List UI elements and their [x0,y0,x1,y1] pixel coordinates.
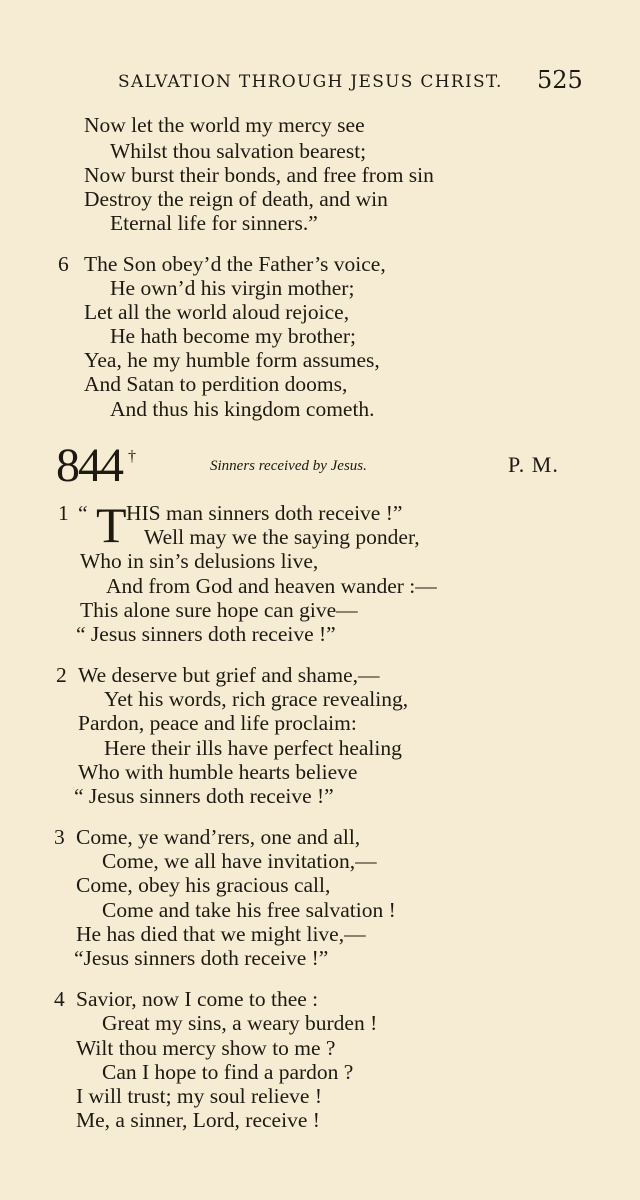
verse-line: HIS man sinners doth receive !” [126,501,403,525]
verse-line: Let all the world aloud rejoice, [84,300,350,324]
drop-cap: T [96,497,127,553]
verse-line: Savior, now I come to thee : [76,987,319,1011]
verse-line: And from God and heaven wander :— [106,574,437,598]
verse-line: Destroy the reign of death, and win [84,187,388,211]
stanza-number: 6 [58,252,69,276]
verse-line: And Satan to perdition dooms, [84,372,348,396]
verse-line: Pardon, peace and life proclaim: [78,711,357,735]
verse-line: Now let the world my mercy see [84,113,365,137]
verse-line: Eternal life for sinners.” [110,211,318,235]
verse-line: “ Jesus sinners doth receive !” [76,622,336,646]
stanza-number: 1 [58,501,69,525]
verse-line: He own’d his virgin mother; [110,276,355,300]
hymn-number: 844 [56,439,122,492]
verse-line: Yet his words, rich grace revealing, [104,687,409,711]
verse-line: “Jesus sinners doth receive !” [74,946,329,970]
verse-line: Can I hope to find a pardon ? [102,1060,354,1084]
verse-line: Great my sins, a weary burden ! [102,1011,378,1035]
verse-line: This alone sure hope can give— [80,598,358,622]
page-number: 525 [537,66,583,94]
verse-line: And thus his kingdom cometh. [110,397,375,421]
verse-line: Who in sin’s delusions live, [80,549,319,573]
verse-line: He hath become my brother; [110,324,356,348]
verse-line: Wilt thou mercy show to me ? [76,1036,336,1060]
open-quote: “ [78,501,88,525]
verse-line: We deserve but grief and shame,— [78,663,380,687]
stanza-number: 3 [54,825,65,849]
hymn-meter: P. M. [508,452,559,477]
stanza-number: 2 [56,663,67,687]
verse-line: Come and take his free salvation ! [102,898,396,922]
verse-line: Yea, he my humble form assumes, [84,348,380,372]
verse-line: Come, we all have invitation,— [102,849,377,873]
verse-line: Whilst thou salvation bearest; [110,139,367,163]
verse-line: Now burst their bonds, and free from sin [84,163,434,187]
verse-line: “ Jesus sinners doth receive !” [74,784,334,808]
verse-line: Come, obey his gracious call, [76,873,331,897]
stanza-number: 4 [54,987,65,1011]
verse-line: Who with humble hearts believe [78,760,358,784]
hymn-subtitle: Sinners received by Jesus. [210,458,367,474]
dagger-mark: † [128,448,136,465]
verse-line: Well may we the saying ponder, [144,525,420,549]
verse-line: He has died that we might live,— [76,922,366,946]
running-title: SALVATION THROUGH JESUS CHRIST. [118,72,503,92]
verse-line: Me, a sinner, Lord, receive ! [76,1108,320,1132]
verse-line: Come, ye wand’rers, one and all, [76,825,361,849]
verse-line: I will trust; my soul relieve ! [76,1084,323,1108]
verse-line: The Son obey’d the Father’s voice, [84,252,386,276]
verse-line: Here their ills have perfect healing [104,736,402,760]
